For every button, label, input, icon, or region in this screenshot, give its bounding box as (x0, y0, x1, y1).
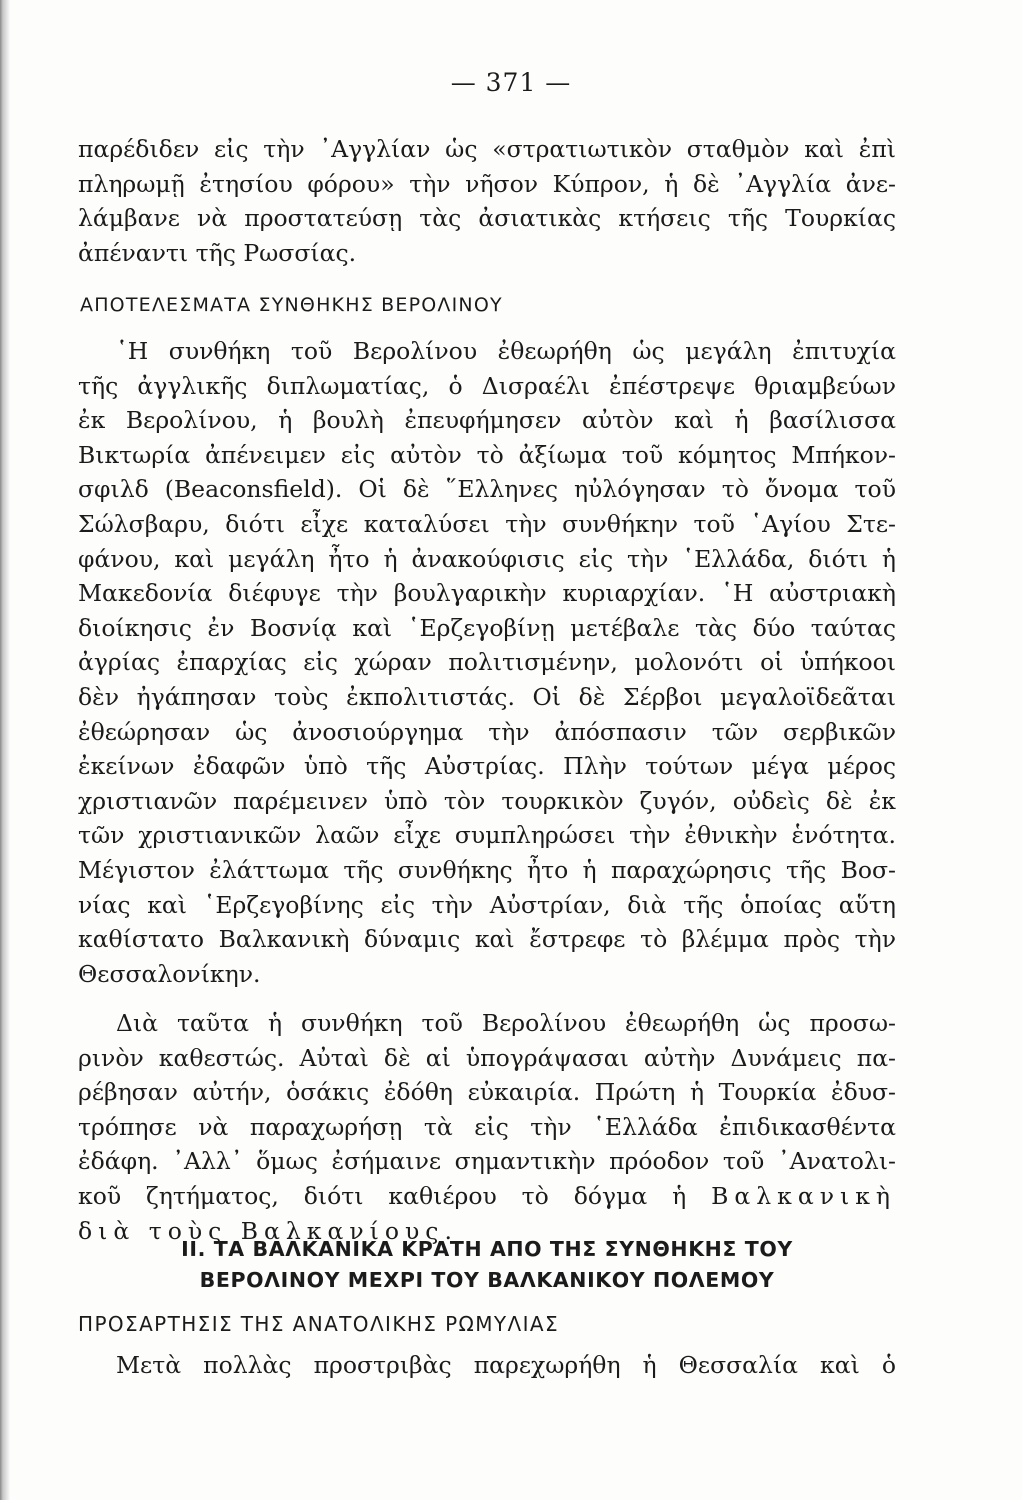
paragraph-intro (78, 132, 896, 270)
page-number: — 371 — (450, 68, 572, 97)
chapter-heading-line-1: ΙΙ. ΤΑ ΒΑΛΚΑΝΙΚΑ ΚΡΑΤΗ ΑΠΟ ΤΗΣ ΣΥΝΘΗΚΗΣ ΤΟΥ (181, 1237, 793, 1261)
text-line: ἐθεώρησαν ὡς ἀνοσιούργημα τὴν ἀπόσπασιν τῶν σερβικῶν (78, 717, 896, 746)
text-line: τρόπησε νὰ παραχωρήσῃ τὰ εἰς τὴν ῾Ελλάδα ἐπιδικασθέντα (78, 1112, 896, 1141)
scan-binding-shadow (0, 0, 10, 1500)
text-line: Μετὰ πολλὰς προστριβὰς παρεχωρήθη ἡ Θεσσαλία καὶ ὁ (116, 1351, 896, 1379)
text-line: Μακεδονία διέφυγε τὴν βουλγαρικὴν κυριαρχίαν. ῾Η αὐστριακὴ (78, 579, 896, 608)
text-line: ρινὸν καθεστώς. Αὐταὶ δὲ αἱ ὑπογράψασαι αὐτὴν Δυνάμεις πα- (78, 1043, 896, 1072)
text-line: ἐδάφη. ᾿Αλλ᾿ ὅμως ἐσήμαινε σημαντικὴν πρόοδον τοῦ ᾿Ανατολι- (78, 1147, 896, 1176)
paragraph-conclusion (78, 1006, 896, 1248)
text-line: ἐκείνων ἐδαφῶν ὑπὸ τῆς Αὐστρίας. Πλὴν τούτων μέγα μέρος (78, 752, 896, 781)
text-line: φάνου, καὶ μεγάλη ἦτο ἡ ἀνακούφισις εἰς τὴν ῾Ελλάδα, διότι ἡ (78, 544, 896, 573)
text-line: σφιλδ (Beaconsfield). Οἱ δὲ ῞Ελληνες ηὐλόγησαν τὸ ὄνομα τοῦ (78, 475, 896, 504)
text-line: λάμβανε νὰ προστατεύσῃ τὰς ἀσιατικὰς κτήσεις τῆς Τουρκίας (78, 204, 896, 233)
text-line: Βικτωρία ἀπένειμεν εἰς αὐτὸν τὸ ἀξίωμα τοῦ κόμητος Μπήκον- (78, 440, 896, 469)
text-line: ἀγρίας ἐπαρχίας εἰς χώραν πολιτισμένην, μολονότι οἱ ὑπήκοοι (78, 648, 896, 677)
text-line: Μέγιστον ἐλάττωμα τῆς συνθήκης ἦτο ἡ παραχώρησις τῆς Βοσ- (78, 855, 896, 884)
text-fragment: κοῦ ζητήματος, διότι καθιέρου τὸ δόγμα ἡ (78, 1181, 687, 1210)
text-line: χριστιανῶν παρέμεινεν ὑπὸ τὸν τουρκικὸν ζυγόν, οὐδεὶς δὲ ἐκ (78, 786, 896, 815)
text-line: ἐκ Βερολίνου, ἡ βουλὴ ἐπευφήμησεν αὐτὸν καὶ ἡ βασίλισσα (78, 406, 896, 435)
text-line: νίας καὶ ῾Ερζεγοβίνης εἰς τὴν Αὐστρίαν, διὰ τῆς ὁποίας αὕτη (78, 890, 896, 919)
text-line: Θεσσαλονίκην. (78, 959, 261, 988)
paragraph-final (78, 1348, 896, 1383)
section-heading-results: ΑΠΟΤΕΛΕΣΜΑΤΑ ΣΥΝΘΗΚΗΣ ΒΕΡΟΛΙΝΟΥ (80, 294, 503, 316)
text-line: δὲν ἠγάπησαν τοὺς ἐκπολιτιστάς. Οἱ δὲ Σέρβοι μεγαλοϊδεᾶται (78, 682, 896, 711)
text-line: ῾Η συνθήκη τοῦ Βερολίνου ἐθεωρήθη ὡς μεγάλη ἐπιτυχία (116, 337, 896, 365)
text-line: Διὰ ταῦτα ἡ συνθήκη τοῦ Βερολίνου ἐθεωρήθη ὡς προσω- (116, 1009, 896, 1037)
text-line: ρέβησαν αὐτήν, ὁσάκις ἐδόθη εὐκαιρία. Πρώτη ἡ Τουρκία ἐδυσ- (78, 1078, 896, 1107)
emphasis-spaced-line: διὰ τοὺς Βαλκανίους. (78, 1216, 458, 1245)
emphasis-spaced: Βαλκανικὴ (711, 1181, 896, 1210)
text-line: τῆς ἀγγλικῆς διπλωματίας, ὁ Δισραέλι ἐπέστρεψε θριαμβεύων (78, 371, 896, 400)
text-line (78, 1179, 896, 1214)
section-heading-annexation: ΠΡΟΣΑΡΤΗΣΙΣ ΤΗΣ ΑΝΑΤΟΛΙΚΗΣ ΡΩΜΥΛΙΑΣ (78, 1312, 559, 1336)
chapter-heading-line-2: ΒΕΡΟΛΙΝΟΥ ΜΕΧΡΙ ΤΟΥ ΒΑΛΚΑΝΙΚΟΥ ΠΟΛΕΜΟΥ (199, 1268, 775, 1292)
text-line: ἀπέναντι τῆς Ρωσσίας. (78, 238, 357, 267)
text-line: Σώλσβαρυ, διότι εἶχε καταλύσει τὴν συνθήκην τοῦ ῾Αγίου Στε- (78, 509, 896, 538)
text-line: τῶν χριστιανικῶν λαῶν εἶχε συμπληρώσει τὴν ἐθνικὴν ἑνότητα. (78, 821, 896, 850)
text-line: διοίκησις ἐν Βοσνίᾳ καὶ ῾Ερζεγοβίνῃ μετέβαλε τὰς δύο ταύτας (78, 613, 896, 642)
text-line: πληρωμῇ ἐτησίου φόρου» τὴν νῆσον Κύπρον, ἡ δὲ ᾿Αγγλία ἀνε- (78, 169, 896, 198)
paragraph-results (78, 334, 896, 991)
text-line: καθίστατο Βαλκανικὴ δύναμις καὶ ἔστρεφε τὸ βλέμμα πρὸς τὴν (78, 925, 896, 954)
text-line: παρέδιδεν εἰς τὴν ᾿Αγγλίαν ὡς «στρατιωτικὸν σταθμὸν καὶ ἐπὶ (78, 135, 896, 163)
